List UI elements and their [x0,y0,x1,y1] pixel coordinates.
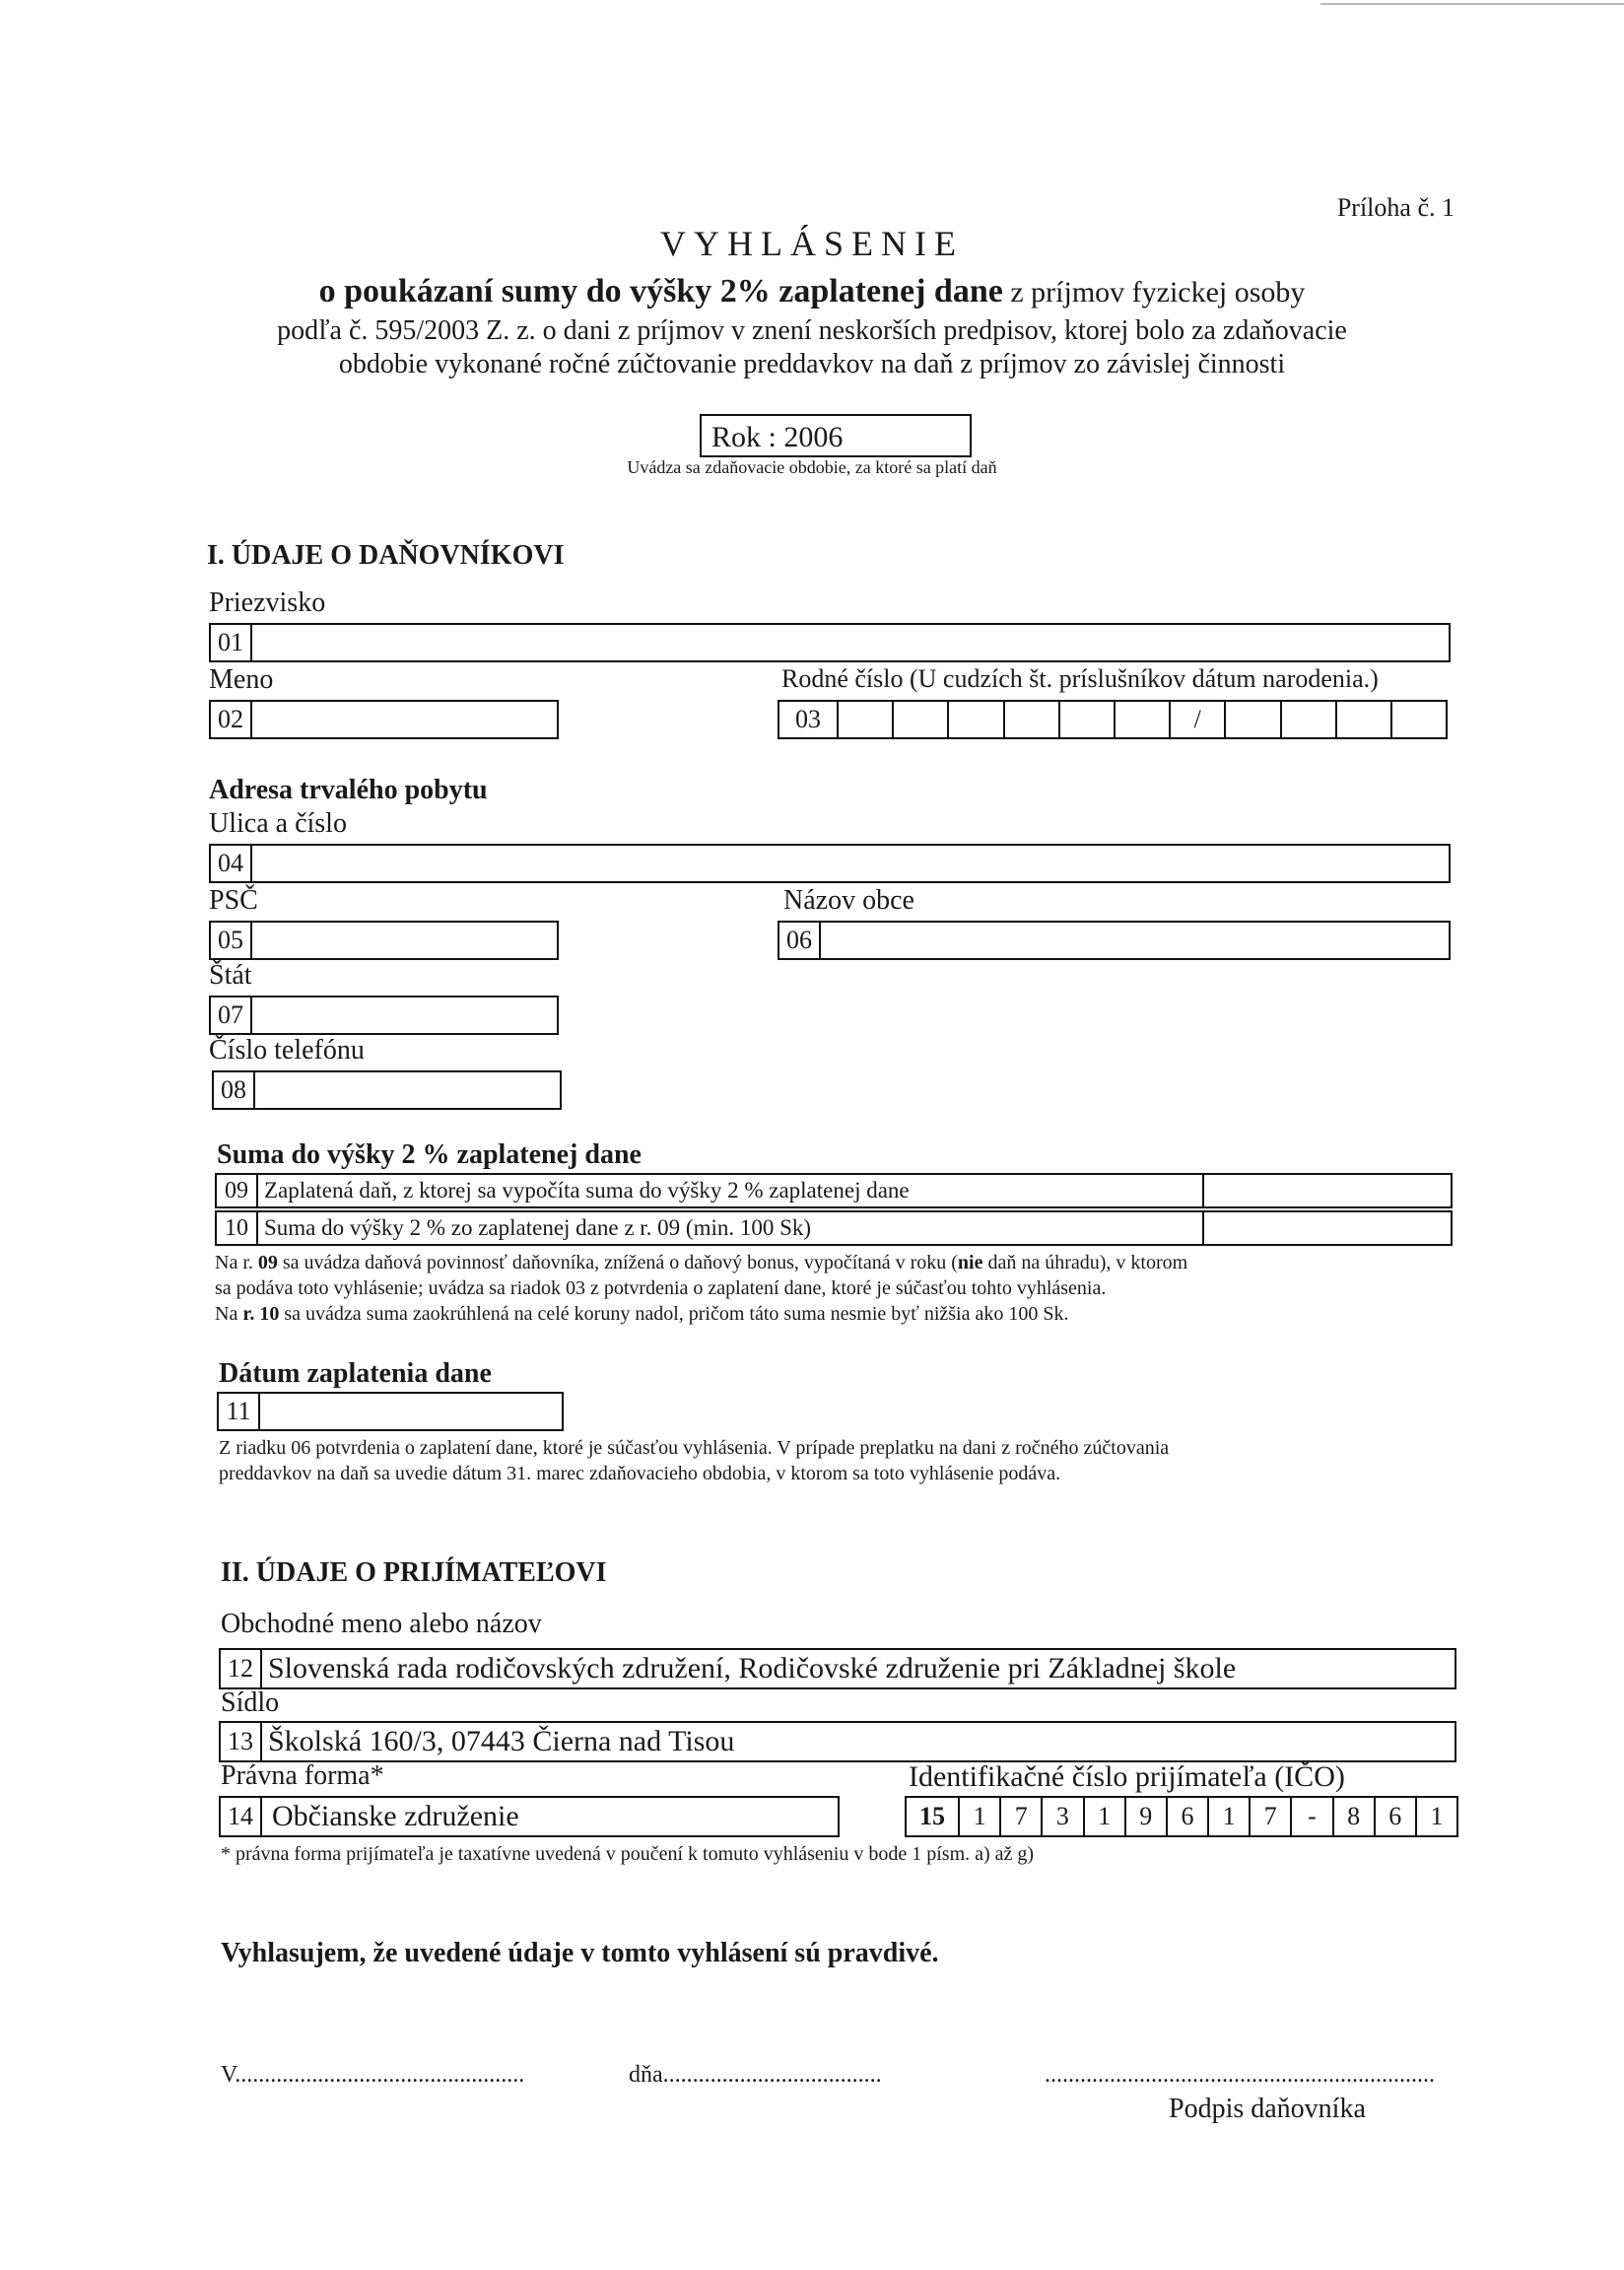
city-field[interactable] [778,921,1451,960]
tax-heading: Suma do výšky 2 % zaplatenej dane [217,1139,642,1170]
recipient-name-field[interactable] [219,1648,1456,1689]
tax-note-3 [215,1301,1466,1327]
address-heading: Adresa trvalého pobytu [209,775,488,805]
phone-field[interactable] [212,1070,562,1110]
recipient-name-label: Obchodné meno alebo názov [221,1609,542,1639]
payment-date-field[interactable] [217,1392,564,1431]
document-subtitle [0,273,1624,310]
field-number: 07 [211,997,252,1033]
section-2-heading: II. ÚDAJE O PRIJÍMATEĽOVI [221,1557,607,1588]
ico-digit: 3 [1043,1798,1084,1835]
year-box: Rok : 2006 [700,414,972,457]
row-number: 10 [217,1212,258,1244]
ico-separator: - [1292,1798,1333,1835]
psc-label: PSČ [209,885,258,916]
subtitle-line-2: podľa č. 595/2003 Z. z. o dani z príjmov v znení neskorších predpisov, ktorej bolo za zdaňovacie [277,315,1347,346]
state-field[interactable] [209,996,559,1035]
legal-form-label: Právna forma* [221,1760,384,1791]
state-label: Štát [209,960,252,991]
field-number: 05 [211,923,252,958]
birth-number-field[interactable] [778,700,1448,739]
seat-field[interactable] [219,1721,1456,1762]
tax-note-2: sa podáva toto vyhlásenie; uvádza sa riadok 03 z potvrdenia o zaplatení dane, ktoré je súčasťou tohto vyhlásenia. [215,1277,1107,1299]
date-line[interactable]: dňa..................................... [629,2062,882,2088]
row-text: Zaplatená daň, z ktorej sa vypočíta suma do výšky 2 % zaplatenej dane [264,1178,910,1203]
tax-paid-amount-field[interactable] [1202,1175,1451,1206]
note-text: Na [215,1303,243,1325]
field-number: 12 [221,1650,262,1687]
note-text: daň na úhradu), v ktorom [982,1252,1188,1273]
recipient-name-value: Slovenská rada rodičovských združení, Rodičovské združenie pri Základnej škole [268,1652,1237,1685]
field-number: 13 [221,1723,262,1760]
ico-field[interactable] [905,1796,1458,1837]
note-text: sa uvádza suma zaokrúhlená na celé koruny nadol, pričom táto suma nesmie byť nižšia ako 100 Sk. [279,1303,1069,1325]
field-number: 11 [219,1394,260,1429]
field-number: 08 [214,1072,255,1108]
declaration-text: Vyhlasujem, že uvedené údaje v tomto vyhlásení sú pravdivé. [221,1938,939,1968]
street-label: Ulica a číslo [209,808,347,839]
signature-line[interactable]: .................................................................. [1045,2062,1435,2088]
scan-edge-line [1320,3,1624,5]
ico-label: Identifikačné číslo prijímateľa (IČO) [909,1760,1345,1793]
subtitle-rest: z príjmov fyzickej osoby [1002,276,1306,309]
name-label: Meno [209,664,274,695]
field-number: 06 [779,923,821,958]
city-label: Názov obce [783,885,914,916]
section-1-heading: I. ÚDAJE O DAŇOVNÍKOVI [207,540,565,571]
row-number: 09 [217,1175,258,1206]
note-bold: nie [957,1252,983,1273]
phone-label: Číslo telefónu [209,1035,365,1066]
street-field[interactable] [209,844,1451,883]
birth-digit[interactable] [949,702,1004,737]
birth-digit[interactable] [1392,702,1446,737]
field-number: 15 [907,1798,960,1835]
ico-digit: 8 [1334,1798,1376,1835]
psc-field[interactable] [209,921,559,960]
tax-note-1 [215,1250,1466,1275]
note-bold: 09 [257,1252,278,1273]
birth-digit[interactable] [1282,702,1337,737]
ico-digit: 1 [1430,1802,1444,1830]
note-text: Na r. [215,1252,258,1273]
ico-digit: 1 [1209,1798,1251,1835]
two-percent-amount-field[interactable] [1202,1212,1451,1244]
appendix-label: Príloha č. 1 [1336,193,1455,222]
payment-date-note [219,1435,1470,1486]
legal-form-footnote: * právna forma prijímateľa je taxatívne uvedená v poučení k tomuto vyhláseniu v bode 1 písm. a) až g) [221,1843,1035,1865]
ico-digit: 6 [1376,1798,1417,1835]
row-text: Suma do výšky 2 % zo zaplatenej dane z r. 09 (min. 100 Sk) [264,1215,812,1240]
legal-form-value: Občianske združenie [272,1800,519,1832]
birth-number-label: Rodné číslo (U cudzích št. príslušníkov dátum narodenia.) [781,664,1379,693]
ico-digit: 7 [1001,1798,1043,1835]
birth-digit[interactable] [1226,702,1281,737]
document-title: VYHLÁSENIE [660,224,964,263]
seat-label: Sídlo [221,1687,280,1718]
note-bold: r. 10 [242,1303,280,1325]
field-number: 03 [779,702,839,737]
birth-digit[interactable] [1116,702,1171,737]
tax-row-09 [215,1173,1453,1208]
surname-field[interactable] [209,623,1451,662]
note-text: Z riadku 06 potvrdenia o zaplatení dane, ktoré je súčasťou vyhlásenia. V prípade preplatku na dani z ročného zúčtovania [219,1437,1170,1459]
birth-digit[interactable] [1005,702,1060,737]
year-note: Uvádza sa zdaňovacie obdobie, za ktoré sa platí daň [627,457,997,477]
ico-digit: 6 [1168,1798,1209,1835]
field-number: 02 [211,702,252,737]
ico-digit: 7 [1251,1798,1292,1835]
ico-digit: 1 [1085,1798,1126,1835]
place-line[interactable]: V................................................. [221,2062,525,2088]
tax-row-10 [215,1210,1453,1246]
signature-label: Podpis daňovníka [1169,2094,1366,2124]
subtitle-bold: o poukázaní sumy do výšky 2% zaplatenej dane [318,273,1003,310]
field-number: 01 [211,625,252,660]
surname-label: Priezvisko [209,587,326,618]
note-text: sa uvádza daňová povinnosť daňovníka, znížená o daňový bonus, vypočítaná v roku ( [277,1252,958,1273]
note-text: preddavkov na daň sa uvedie dátum 31. marec zdaňovacieho obdobia, v ktorom sa toto vyhlásenie podáva. [219,1463,1061,1484]
name-field[interactable] [209,700,559,739]
field-number: 04 [211,846,252,881]
payment-date-heading: Dátum zaplatenia dane [219,1358,492,1389]
birth-separator: / [1171,702,1226,737]
legal-form-field[interactable] [219,1796,840,1837]
seat-value: Školská 160/3, 07443 Čierna nad Tisou [268,1725,735,1757]
birth-digit[interactable] [1337,702,1392,737]
subtitle-line-3: obdobie vykonané ročné zúčtovanie preddavkov na daň z príjmov zo závislej činnosti [338,349,1286,379]
birth-digit[interactable] [839,702,894,737]
tax-notes [215,1250,1466,1327]
birth-digit[interactable] [1060,702,1116,737]
field-number: 14 [221,1798,262,1835]
ico-digit: 1 [960,1798,1001,1835]
birth-digit[interactable] [894,702,949,737]
ico-digit: 9 [1126,1798,1168,1835]
